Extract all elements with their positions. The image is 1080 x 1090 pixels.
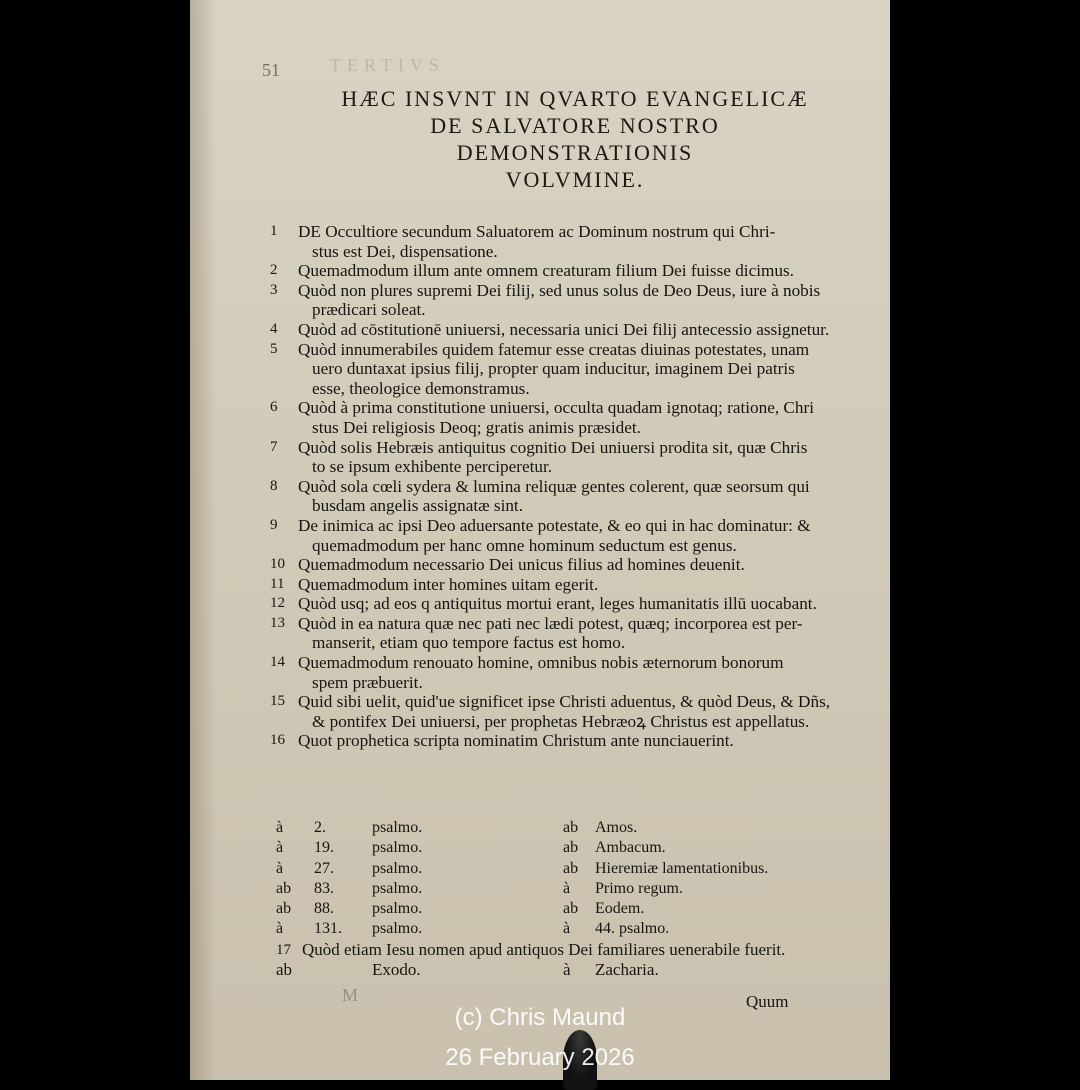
contents-entry [270, 320, 868, 340]
entry-number: 17 [276, 942, 291, 958]
psalm-number: 131. [314, 920, 342, 938]
contents-entry [270, 516, 868, 555]
entry-number: 2 [270, 262, 278, 279]
reference-row [276, 919, 876, 939]
reference-row [276, 859, 876, 879]
entry-text-line: busdam angelis assignatæ sint. [312, 496, 524, 516]
psalm-references [276, 818, 876, 940]
contents-entry [270, 261, 868, 281]
reference-prefix: à [276, 819, 284, 836]
entry-text-line: Quòd sola cœli sydera & lumina reliquæ gentes colerent, quæ seorsum qui [298, 476, 810, 496]
entry-number: 8 [270, 477, 278, 494]
psalm-word: psalmo. [372, 920, 423, 938]
reference-prefix: à [276, 839, 284, 857]
reference-prefix: ab [276, 900, 292, 918]
entry-text-line: Quòd usq; ad eos q antiquitus mortui erant, leges humanitatis illū uocabant. [298, 594, 817, 614]
heading-line: VOLVMINE. [505, 167, 645, 192]
entry-text-line: Quòd in ea natura quæ nec pati nec lædi potest, quæq; incorporea est per- [298, 613, 803, 633]
entry-number: 16 [270, 732, 285, 749]
reference-prefix: ab [563, 859, 579, 877]
psalm-word: psalmo. [372, 839, 423, 857]
entry-text-line: Quòd solis Hebræis antiquitus cognitio Dei uniuersi prodita sit, quæ Chris [298, 437, 808, 457]
reference-prefix: à [563, 920, 571, 938]
heading-line: DEMONSTRATIONIS [456, 140, 694, 165]
contents-entry [270, 438, 868, 477]
reference-prefix: à [563, 960, 571, 979]
entry-number: 12 [270, 595, 285, 612]
entry-text: Quòd etiam Iesu nomen apud antiquos Dei familiares uenerabile fuerit. [302, 940, 786, 959]
entry-text-line: prædicari soleat. [312, 300, 426, 320]
entry-number: 15 [270, 693, 285, 710]
entry-text-line: to se ipsum exhibente perciperetur. [312, 457, 553, 477]
entry-text-line: & pontifex Dei uniuersi, per prophetas Hebræoꝝ Christus est appellatus. [312, 711, 810, 731]
entry-text-line: esse, theologice demonstramus. [312, 378, 530, 398]
entry-number: 9 [270, 516, 278, 533]
contents-list [270, 222, 868, 751]
reference-row [276, 879, 876, 899]
contents-entry [270, 594, 868, 614]
reference-book: Zacharia. [595, 960, 659, 979]
entry-number: 4 [270, 320, 278, 337]
contents-entry [270, 281, 868, 320]
reference-book: Primo regum. [595, 879, 683, 897]
signature-mark: M [342, 985, 359, 1005]
psalm-word: psalmo. [372, 819, 423, 836]
reference-row [276, 818, 876, 838]
reference-book: Amos. [595, 819, 638, 836]
entry-text-line: Quid sibi uelit, quid'ue significet ipse Christi aduentus, & quòd Deus, & Dñs, [298, 692, 831, 712]
entry-text-line: DE Occultiore secundum Saluatorem ac Dominum nostrum qui Chri- [298, 222, 776, 241]
copyright-watermark: (c) Chris Maund [454, 1004, 626, 1031]
entry-number: 10 [270, 556, 285, 573]
psalm-word: psalmo. [372, 900, 423, 918]
entry-text-line: stus Dei religiosis Deoq; gratis animis præsidet. [312, 417, 641, 437]
reference-row [276, 838, 876, 858]
entry-text-line: Quemadmodum necessario Dei unicus filius ad homines deuenit. [298, 555, 745, 575]
folio-number: 51 [262, 60, 280, 80]
reference-prefix: ab [276, 960, 293, 979]
entry-text-line: uero duntaxat ipsius filij, propter quam inducitur, imaginem Dei patris [312, 359, 795, 379]
entry-number: 5 [270, 340, 278, 357]
entry-text-line: Quemadmodum inter homines uitam egerit. [298, 574, 599, 594]
entry-text-line: manserit, etiam quo tempore factus est homo. [312, 633, 626, 653]
heading-line: HÆC INSVNT IN QVARTO EVANGELICÆ [341, 86, 809, 111]
heading-line: DE SALVATORE NOSTRO [430, 113, 720, 138]
contents-entry [270, 575, 868, 595]
psalm-number: 83. [314, 879, 334, 897]
psalm-number: 88. [314, 900, 334, 918]
psalm-number: 2. [314, 819, 326, 836]
entry-text-line: Quòd à prima constitutione uniuersi, occulta quadam ignotaq; ratione, Chri [298, 398, 814, 418]
show-through-running-head: TERTIVS [330, 55, 445, 75]
entry-text-line: Quemadmodum renouato homine, omnibus nobis æternorum bonorum [298, 653, 784, 673]
date-watermark: 26 February 2026 [445, 1044, 635, 1071]
reference-book: Exodo. [372, 960, 421, 979]
psalm-word: psalmo. [372, 859, 423, 877]
entry-text-line: Quòd ad cōstitutionē uniuersi, necessaria unici Dei filij antecessio assignetur. [298, 319, 830, 339]
contents-entry [270, 692, 868, 731]
entry-text-line: stus est Dei, dispensatione. [312, 241, 498, 261]
contents-entry [270, 222, 868, 261]
reference-prefix: à [276, 859, 284, 877]
entry-text-line: Quòd non plures supremi Dei filij, sed unus solus de Deo Deus, iure à nobis [298, 280, 821, 300]
entry-number: 14 [270, 654, 285, 671]
reference-prefix: à [563, 879, 571, 897]
entry-number: 11 [270, 575, 285, 592]
entry-number: 13 [270, 614, 285, 631]
entry-text-line: Quot prophetica scripta nominatim Christum ante nunciauerint. [298, 731, 734, 751]
psalm-number: 27. [314, 859, 334, 877]
reference-prefix: ab [563, 819, 579, 836]
entry-number: 6 [270, 399, 278, 416]
entry-number: 1 [270, 223, 278, 239]
entry-text-line: De inimica ac ipsi Deo aduersante potestate, & eo qui in hac dominatur: & [298, 515, 811, 535]
entry-text-line: quemadmodum per hanc omne hominum seductum est genus. [312, 535, 737, 555]
catchword: Quum [746, 992, 789, 1011]
contents-entry [270, 398, 868, 437]
reference-prefix: ab [563, 839, 579, 857]
chapter-heading [270, 85, 880, 193]
entry-number: 3 [270, 281, 278, 298]
reference-prefix: ab [276, 879, 292, 897]
entry-text-line: Quemadmodum illum ante omnem creaturam filium Dei fuisse dicimus. [298, 261, 794, 281]
reference-book: 44. psalmo. [595, 920, 670, 938]
entry-number: 7 [270, 438, 278, 455]
reference-prefix: ab [563, 900, 579, 918]
contents-entry [270, 477, 868, 516]
reference-book: Hieremiæ lamentationibus. [595, 859, 769, 877]
reference-prefix: à [276, 920, 284, 938]
entry-text-line: Quòd innumerabiles quidem fatemur esse creatas diuinas potestates, unam [298, 339, 810, 359]
reference-book: Ambacum. [595, 839, 666, 857]
reference-book: Eodem. [595, 900, 645, 918]
reference-row [276, 899, 876, 919]
contents-entry [270, 653, 868, 692]
entry-17 [276, 940, 876, 980]
psalm-number: 19. [314, 839, 334, 857]
contents-entry [270, 555, 868, 575]
contents-entry [270, 731, 868, 751]
entry-text-line: spem præbuerit. [312, 672, 423, 692]
contents-entry [270, 614, 868, 653]
psalm-word: psalmo. [372, 879, 423, 897]
contents-entry [270, 340, 868, 399]
